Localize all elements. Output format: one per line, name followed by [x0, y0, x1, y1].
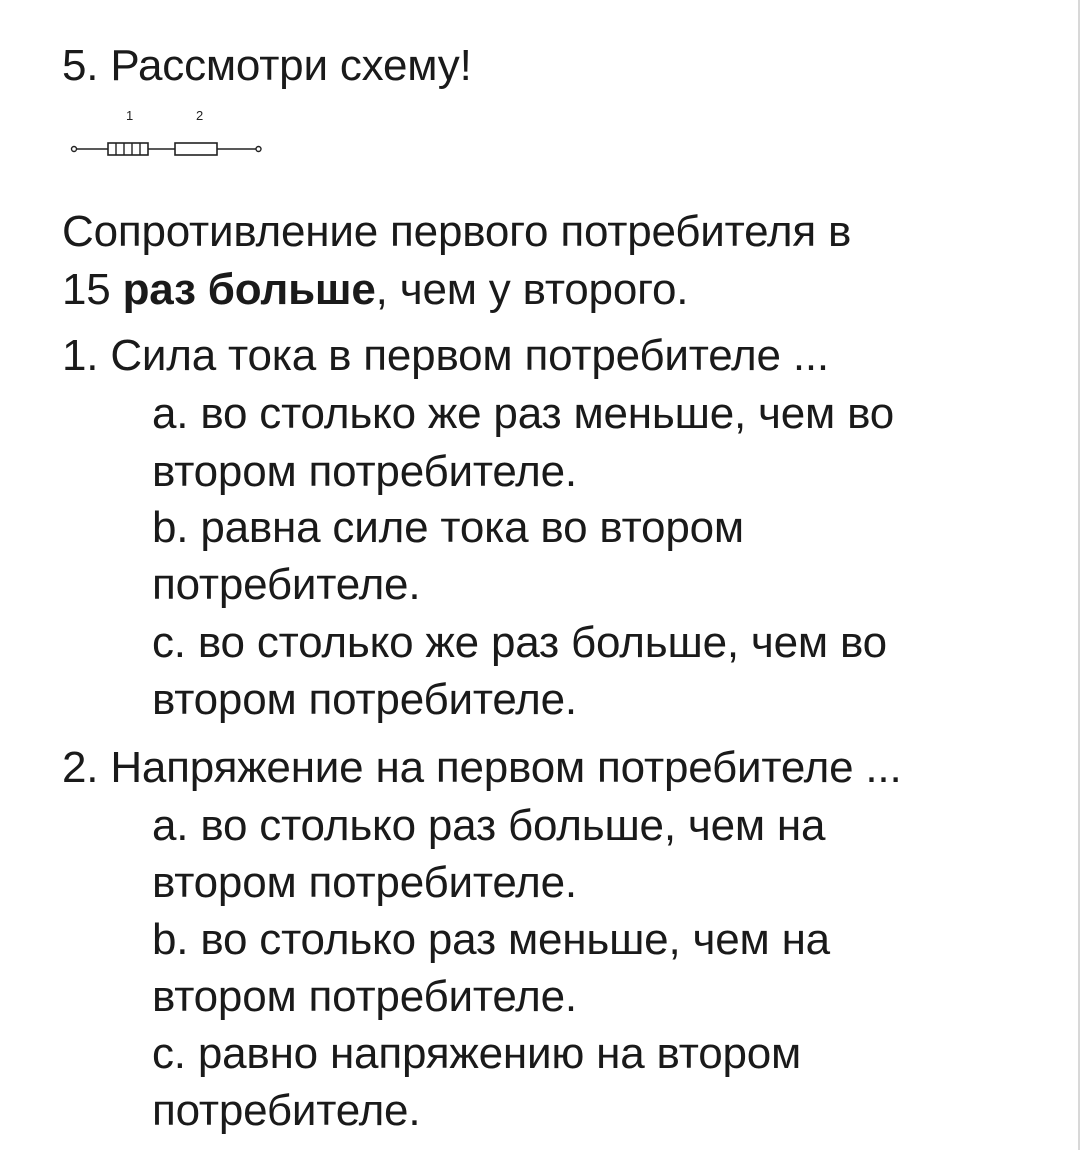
question-1-option-a[interactable]: a. во столько же раз меньше, чем во	[152, 389, 895, 438]
left-terminal	[72, 147, 77, 152]
question-1-option-c-cont[interactable]: втором потребителе.	[152, 675, 577, 724]
question-1-label: 1. Сила тока в первом потребителе ...	[62, 331, 829, 380]
question-2-option-a[interactable]: a. во столько раз больше, чем на	[152, 801, 826, 850]
statement-line-1: Сопротивление первого потребителя в	[62, 207, 852, 256]
consumer-1-symbol	[108, 143, 148, 155]
question-2-option-c-cont[interactable]: потребителе.	[152, 1086, 421, 1135]
right-terminal	[256, 147, 261, 152]
question-1-option-b-cont[interactable]: потребителе.	[152, 560, 421, 609]
question-2-option-b-cont[interactable]: втором потребителе.	[152, 972, 577, 1021]
question-2-option-c[interactable]: c. равно напряжению на втором	[152, 1029, 802, 1078]
statement-line-2	[62, 262, 688, 318]
question-1-option-c[interactable]: c. во столько же раз больше, чем во	[152, 618, 887, 667]
question-2-label: 2. Напряжение на первом потребителе ...	[62, 743, 902, 792]
question-2-option-a-cont[interactable]: втором потребителе.	[152, 858, 577, 907]
consumer-2-label: 2	[196, 108, 204, 123]
question-2-option-b[interactable]: b. во столько раз меньше, чем на	[152, 915, 830, 964]
task-title: 5. Рассмотри схему!	[62, 41, 472, 90]
consumer-1-label: 1	[126, 108, 134, 123]
circuit-diagram	[62, 104, 282, 164]
statement-rest: , чем у второго.	[375, 265, 689, 314]
ratio-emphasis: раз больше	[122, 265, 376, 314]
consumer-2-symbol	[175, 143, 217, 155]
ratio-number: 15	[62, 265, 111, 314]
question-1-option-b[interactable]: b. равна силе тока во втором	[152, 503, 744, 552]
question-1-option-a-cont[interactable]: втором потребителе.	[152, 447, 577, 496]
